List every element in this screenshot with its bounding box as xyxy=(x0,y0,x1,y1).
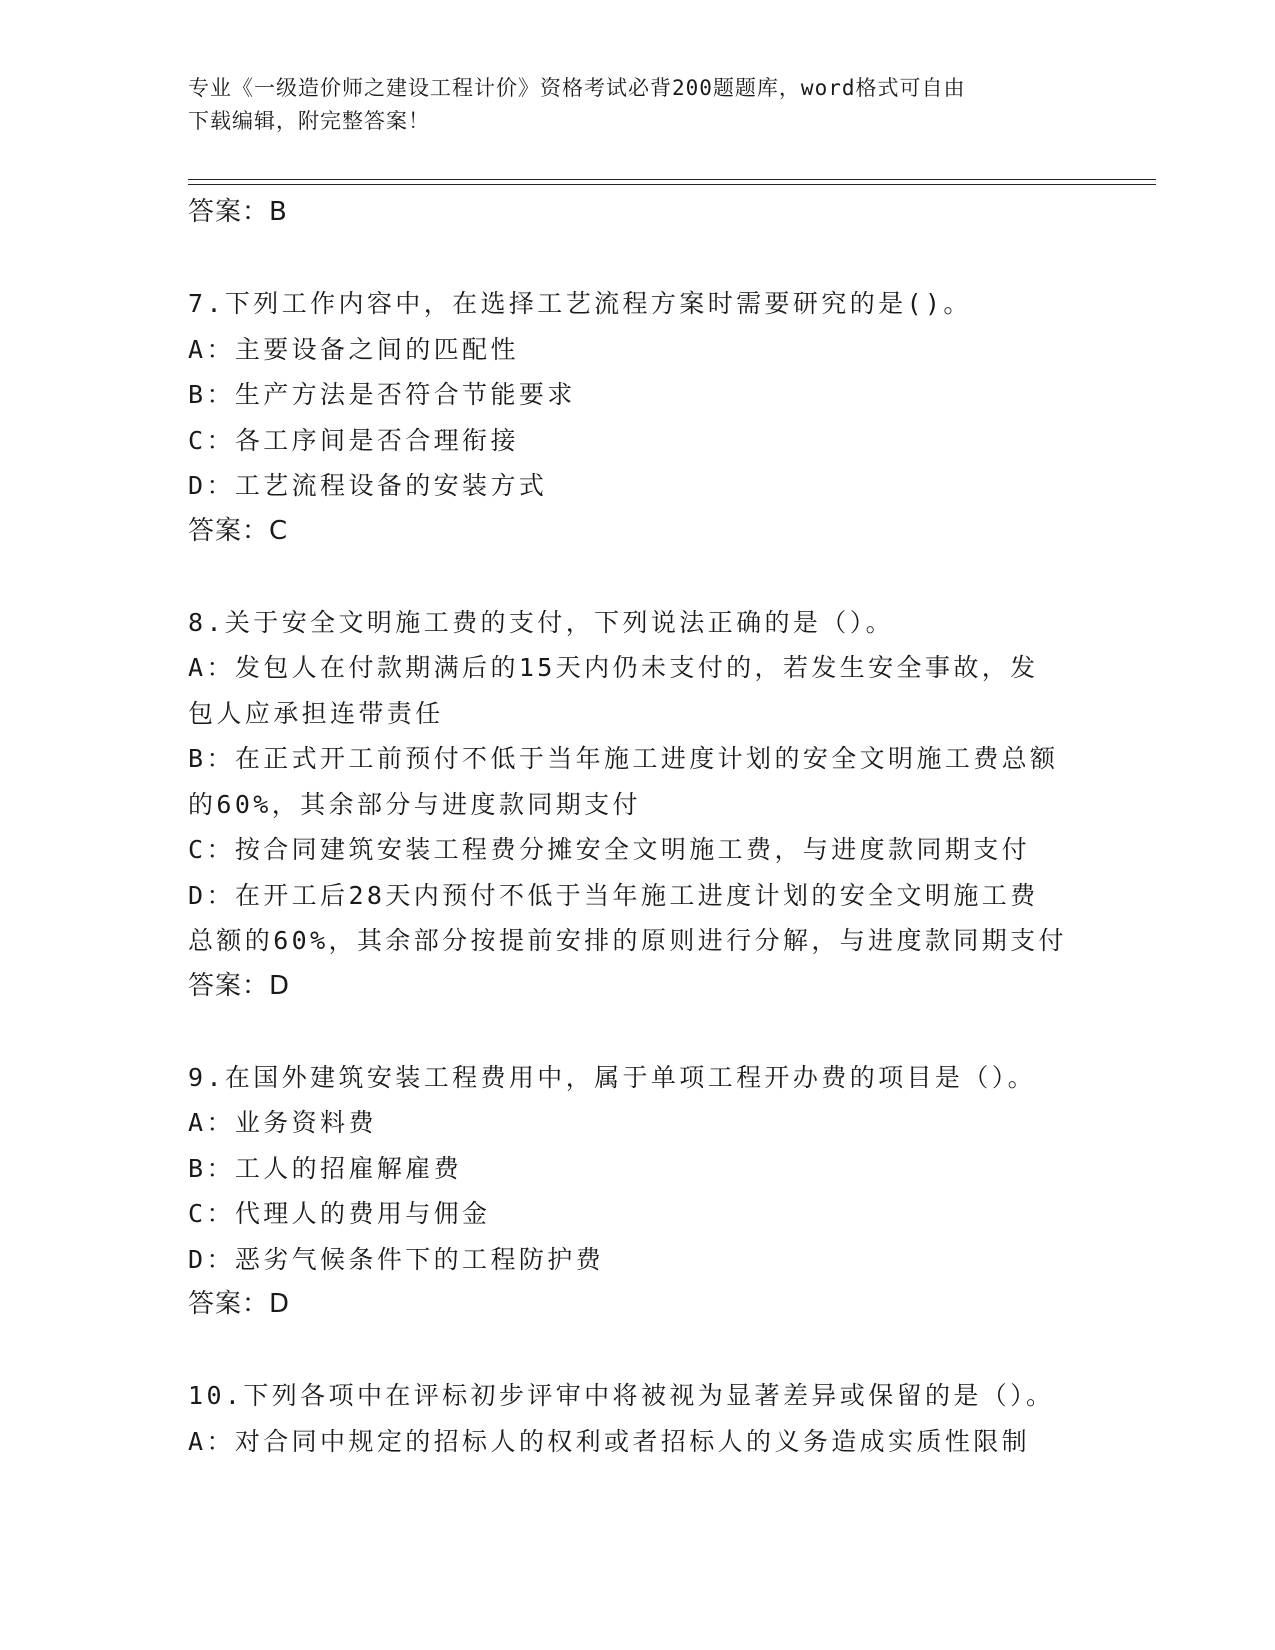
header-divider-top xyxy=(188,179,1156,180)
answer: 答案：D xyxy=(188,970,291,1001)
answer: 答案：D xyxy=(188,1289,291,1319)
document-header xyxy=(188,72,1088,138)
answer: 答案：C xyxy=(188,515,289,546)
option-c: C：按合同建筑安装工程费分摊安全文明施工费，与进度款同期支付 xyxy=(188,835,1031,864)
option-d: D：在开工后28天内预付不低于当年施工进度计划的安全文明施工费 xyxy=(188,880,1039,910)
question-9 xyxy=(188,1055,1088,1328)
option-b: B：工人的招雇解雇费 xyxy=(188,1153,463,1183)
option-b: B：生产方法是否符合节能要求 xyxy=(188,380,576,409)
option-a: A：对合同中规定的招标人的权利或者招标人的义务造成实质性限制 xyxy=(188,1426,1031,1456)
option-b-continued: 的60%，其余部分与进度款同期支付 xyxy=(188,789,641,819)
option-a: A：发包人在付款期满后的15天内仍未支付的，若发生安全事故，发 xyxy=(188,653,1039,682)
question-stem: 8.关于安全文明施工费的支付，下列说法正确的是（）。 xyxy=(188,607,895,637)
question-stem: 9.在国外建筑安装工程费用中，属于单项工程开办费的项目是（）。 xyxy=(188,1062,1037,1092)
header-line-1: 专业《一级造价师之建设工程计价》资格考试必背200题题库，word格式可自由 xyxy=(188,76,966,100)
question-stem: 10.下列各项中在评标初步评审中将被视为显著差异或保留的是（）。 xyxy=(188,1381,1055,1410)
option-a-continued: 包人应承担连带责任 xyxy=(188,698,444,728)
option-a: A：业务资料费 xyxy=(188,1108,377,1137)
option-d: D：工艺流程设备的安装方式 xyxy=(188,471,548,500)
option-b: B：在正式开工前预付不低于当年施工进度计划的安全文明施工费总额 xyxy=(188,744,1059,773)
question-list xyxy=(188,190,1088,1464)
header-line-2: 下载编辑，附完整答案！ xyxy=(188,109,430,133)
header-divider-bottom xyxy=(188,184,1156,185)
spacer xyxy=(188,1009,1088,1055)
option-a: A：主要设备之间的匹配性 xyxy=(188,334,519,364)
question-8 xyxy=(188,600,1088,1010)
question-10 xyxy=(188,1373,1088,1464)
option-c: C：代理人的费用与佣金 xyxy=(188,1199,491,1228)
question-7 xyxy=(188,281,1088,554)
option-c: C：各工序间是否合理衔接 xyxy=(188,425,519,455)
spacer xyxy=(188,554,1088,600)
spacer xyxy=(188,236,1088,282)
question-stem: 7.下列工作内容中，在选择工艺流程方案时需要研究的是()。 xyxy=(188,289,972,318)
option-d: D：恶劣气候条件下的工程防护费 xyxy=(188,1244,605,1274)
option-d-continued: 总额的60%，其余部分按提前安排的原则进行分解，与进度款同期支付 xyxy=(188,926,1067,955)
spacer xyxy=(188,1328,1088,1374)
answer-q6: 答案：B xyxy=(188,197,288,227)
